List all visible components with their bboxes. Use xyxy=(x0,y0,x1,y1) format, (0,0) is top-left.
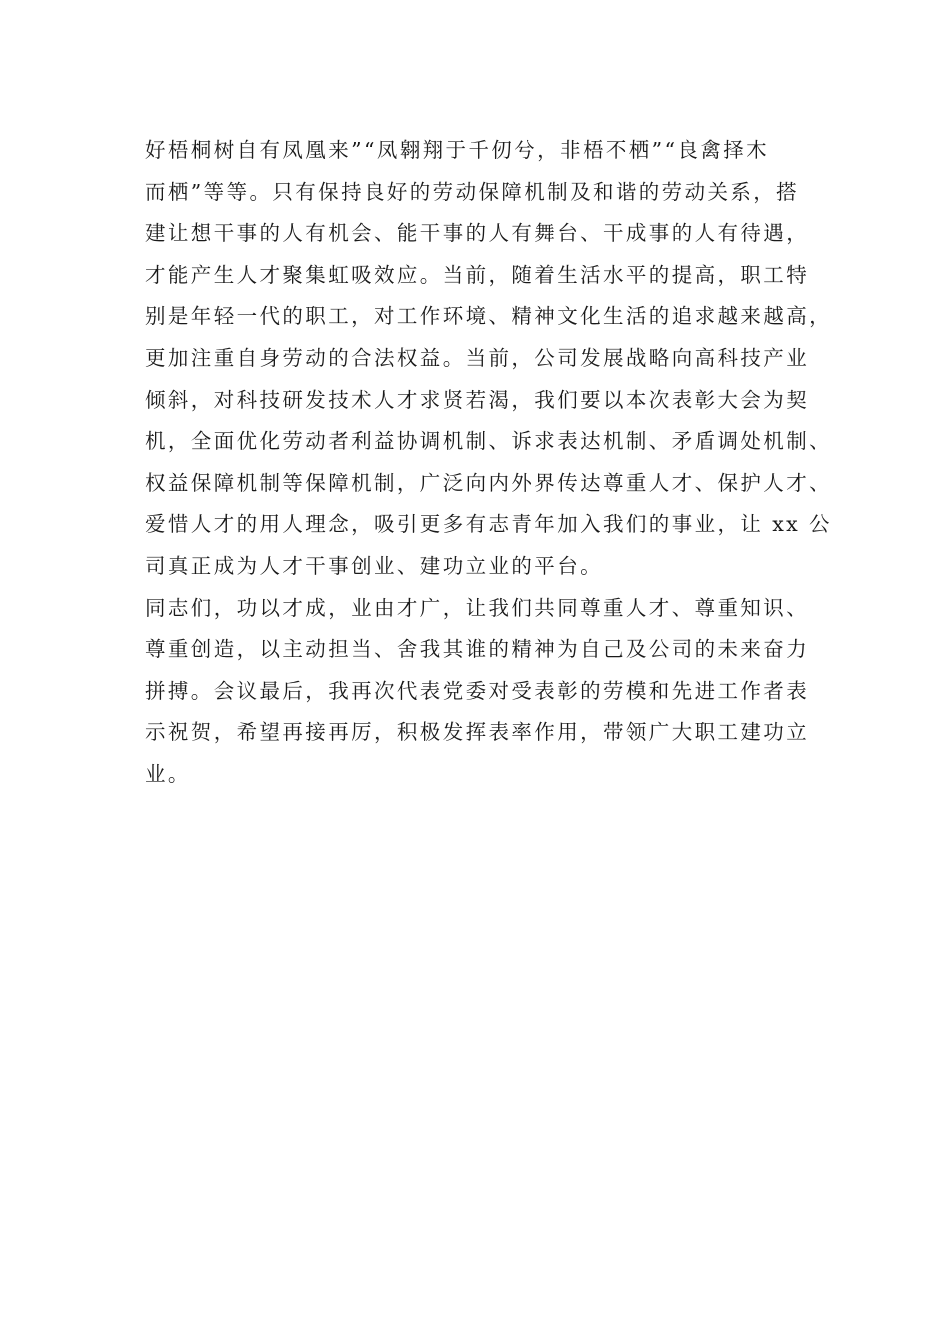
text-line: 尊重创造，以主动担当、舍我其谁的精神为自己及公司的未来奋力 xyxy=(145,637,810,662)
text-line: 倾斜，对科技研发技术人才求贤若渴，我们要以本次表彰大会为契 xyxy=(145,387,810,412)
text-line: 机，全面优化劳动者利益协调机制、诉求表达机制、矛盾调处机制、 xyxy=(145,429,832,454)
paragraph-start-line: 同志们，功以才成，业由才广，让我们共同尊重人才、尊重知识、 xyxy=(145,595,810,620)
text-line: 别是年轻一代的职工，对工作环境、精神文化生活的追求越来越高， xyxy=(145,304,832,329)
text-line: 拼搏。会议最后，我再次代表党委对受表彰的劳模和先进工作者表 xyxy=(145,678,810,703)
text-line: 才能产生人才聚集虹吸效应。当前，随着生活水平的提高，职工特 xyxy=(145,262,810,287)
text-line: 权益保障机制等保障机制，广泛向内外界传达尊重人才、保护人才、 xyxy=(145,470,832,495)
text-line: 爱惜人才的用人理念，吸引更多有志青年加入我们的事业，让 xx 公 xyxy=(145,512,832,537)
text-line: 好梧桐树自有凤凰来”“凤翱翔于千仞兮，非梧不栖”“良禽择木 xyxy=(145,138,770,162)
text-line: 而栖”等等。只有保持良好的劳动保障机制及和谐的劳动关系，搭 xyxy=(145,179,800,204)
text-line: 司真正成为人才干事创业、建功立业的平台。 xyxy=(145,553,603,578)
text-line: 建让想干事的人有机会、能干事的人有舞台、干成事的人有待遇， xyxy=(145,221,810,246)
text-line: 示祝贺，希望再接再厉，积极发挥表率作用，带领广大职工建功立 xyxy=(145,720,810,745)
text-line: 业。 xyxy=(145,761,191,786)
text-line: 更加注重自身劳动的合法权益。当前，公司发展战略向高科技产业 xyxy=(145,345,810,370)
body-text xyxy=(145,130,845,796)
